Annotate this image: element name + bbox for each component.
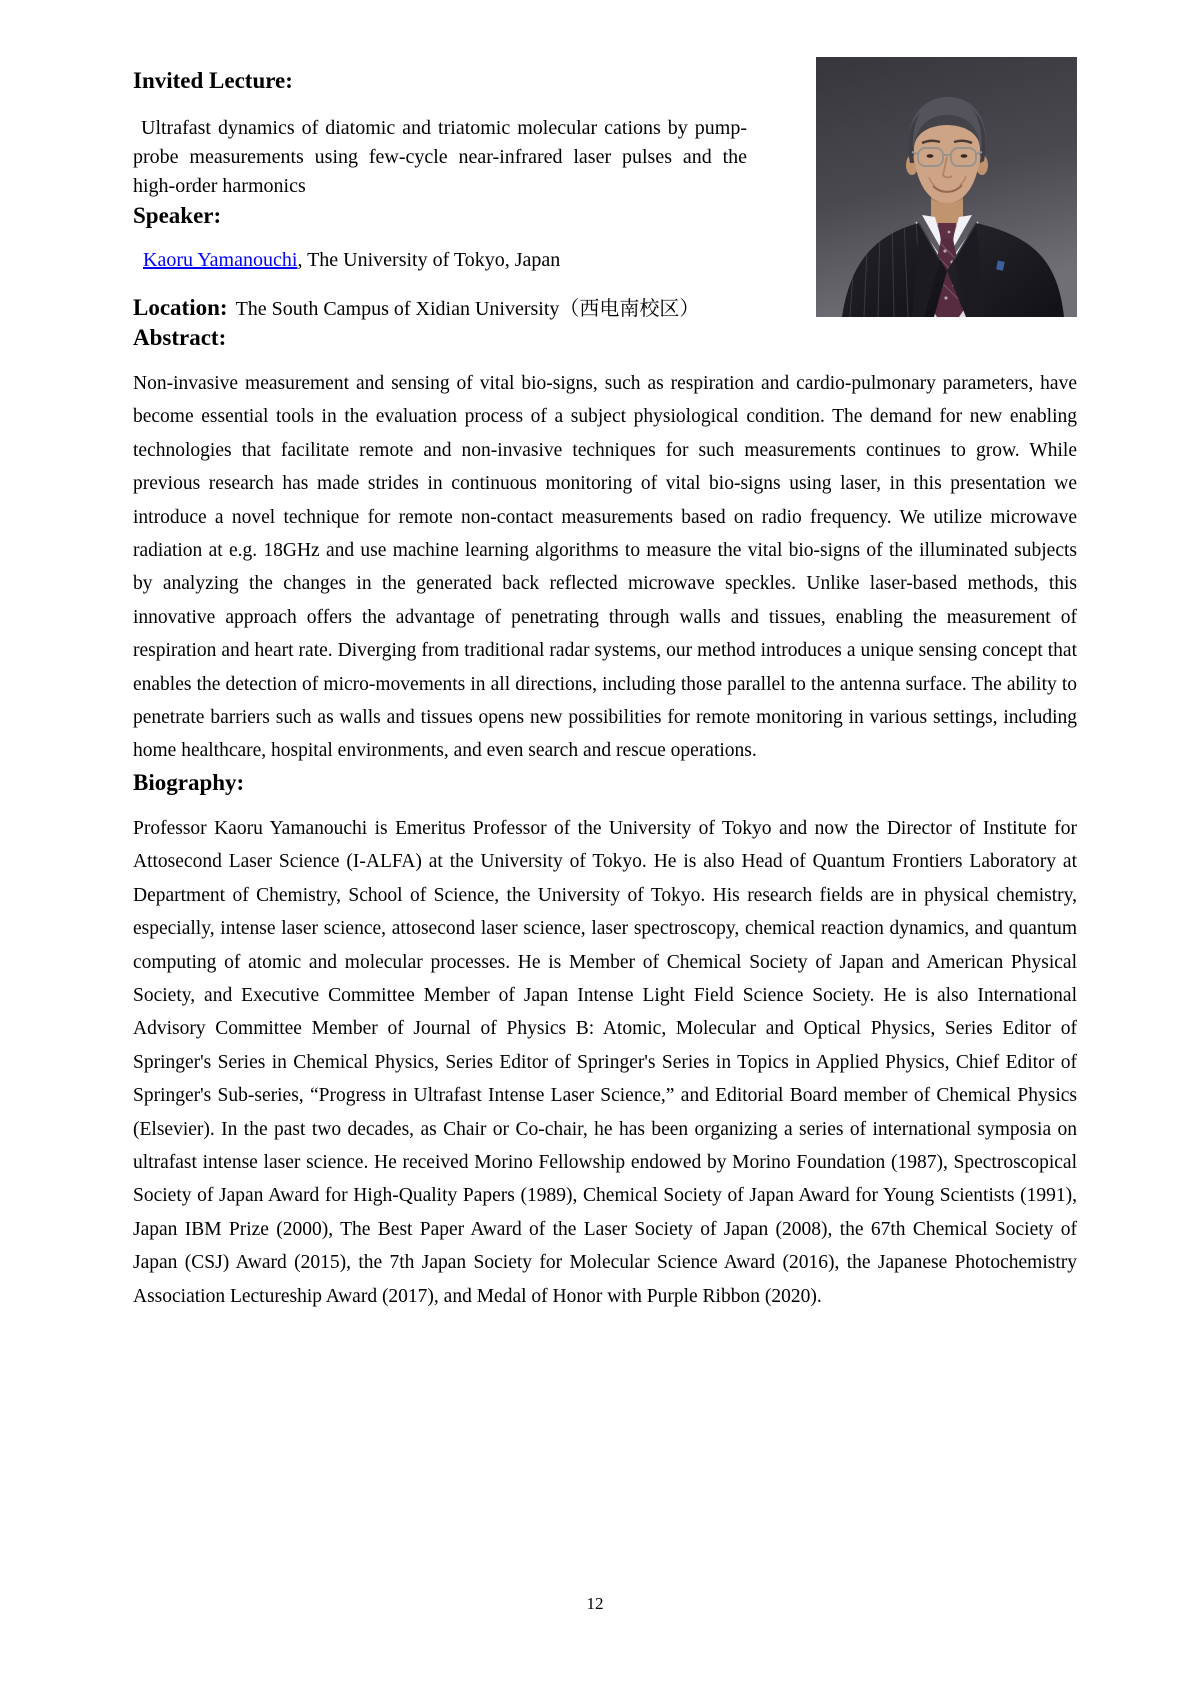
biography-heading: Biography: bbox=[133, 769, 245, 795]
portrait-illustration bbox=[816, 57, 1077, 317]
speaker-line bbox=[133, 247, 773, 273]
page-number: 12 bbox=[586, 1594, 604, 1613]
speaker-heading: Speaker: bbox=[133, 203, 222, 228]
abstract-heading: Abstract: bbox=[133, 325, 227, 350]
speaker-name-link[interactable]: Kaoru Yamanouchi bbox=[143, 249, 298, 271]
location-label: Location: bbox=[133, 295, 228, 320]
lecture-title: Ultrafast dynamics of diatomic and triatomic molecular cations by pump-probe measurements using few-cycle near-infrared laser pulses and the high-order harmonics bbox=[133, 117, 747, 197]
speaker-photo bbox=[816, 57, 1077, 317]
biography-text: Professor Kaoru Yamanouchi is Emeritus Professor of the University of Tokyo and now the Director of Institute for Attosecond Laser Science (I-ALFA) at the University of Tokyo. He is also Head of Quantum Frontiers Laboratory at Department of Chemistry, School of Science, the University of Tokyo. His research fields are in physical chemistry, especially, intense laser science, attosecond laser science, laser spectroscopy, chemical reaction dynamics, and quantum computing of atomic and molecular processes. He is Member of Chemical Society of Japan and American Physical Society, and Executive Committee Member of Japan Intense Light Field Science Society. He is also International Advisory Committee Member of Journal of Physics B: Atomic, Molecular and Optical Physics, Series Editor of Springer's Series in Chemical Physics, Series Editor of Springer's Series in Topics in Applied Physics, Chief Editor of Springer's Sub-series, “Progress in Ultrafast Intense Laser Science,” and Editorial Board member of Chemical Physics (Elsevier). In the past two decades, as Chair or Co-chair, he has been organizing a series of international symposia on ultrafast intense laser science. He received Morino Fellowship endowed by Morino Foundation (1987), Spectroscopical Society of Japan Award for High-Quality Papers (1989), Chemical Society of Japan Award for Young Scientists (1991), Japan IBM Prize (2000), The Best Paper Award of the Laser Society of Japan (2008), the 67th Chemical Society of Japan (CSJ) Award (2015), the 7th Japan Society for Molecular Science Award (2016), the Japanese Photochemistry Association Lectureship Award (2017), and Medal of Honor with Purple Ribbon (2020). bbox=[133, 817, 1077, 1307]
invited-lecture-heading: Invited Lecture: bbox=[133, 68, 293, 93]
abstract-text: Non-invasive measurement and sensing of vital bio-signs, such as respiration and cardio-pulmonary parameters, have become essential tools in the evaluation process of a subject physiological condition. The demand for new enabling technologies that facilitate remote and non-invasive techniques for such measurements continues to grow. While previous research has made strides in continuous monitoring of vital bio-signs using laser, in this presentation we introduce a novel technique for remote non-contact measurements based on radio frequency. We utilize microwave radiation at e.g. 18GHz and use machine learning algorithms to measure the vital bio-signs of the illuminated subjects by analyzing the changes in the generated back reflected microwave speckles. Unlike laser-based methods, this innovative approach offers the advantage of penetrating through walls and tissues, enabling the measurement of respiration and heart rate. Diverging from traditional radar systems, our method introduces a unique sensing concept that enables the detection of micro-movements in all directions, including those parallel to the antenna surface. The ability to penetrate barriers such as walls and tissues opens new possibilities for remote monitoring in various settings, including home healthcare, hospital environments, and even search and rescue operations. bbox=[133, 373, 1077, 762]
speaker-affiliation: , The University of Tokyo, Japan bbox=[297, 249, 561, 271]
location-text: The South Campus of Xidian University（西电南校区） bbox=[235, 298, 700, 320]
